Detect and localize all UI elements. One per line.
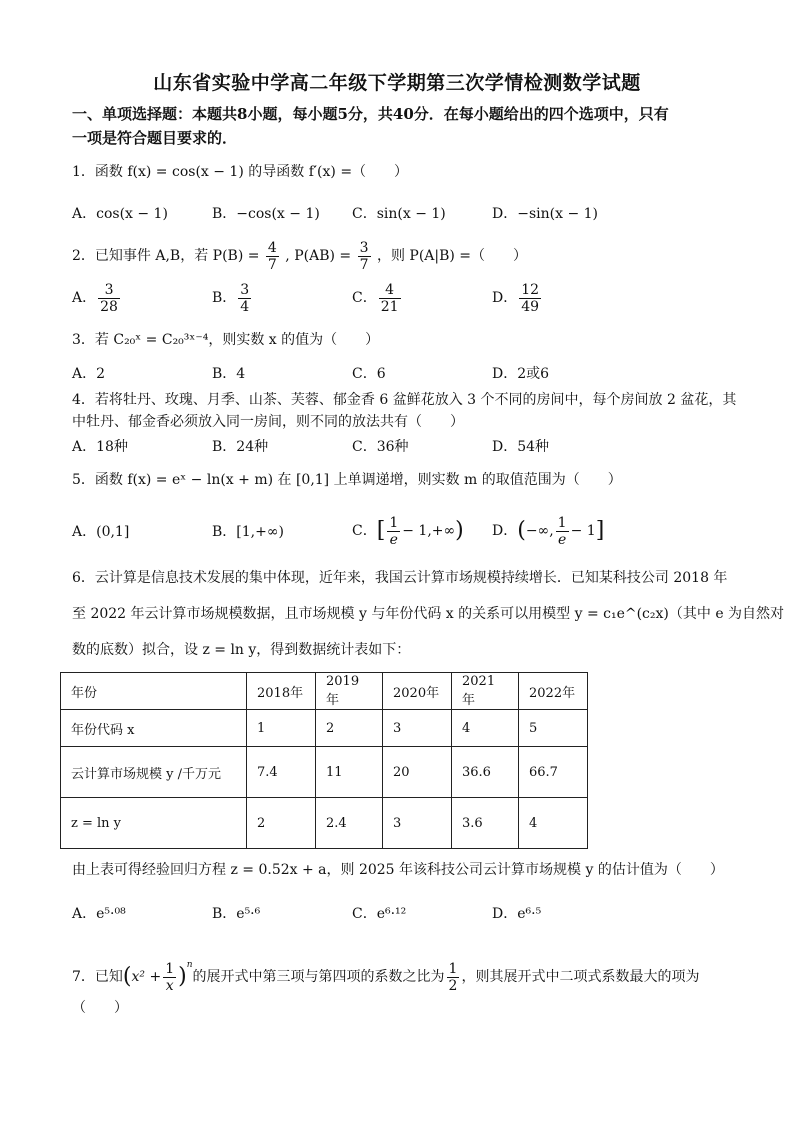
table-cell: 2.4 [316,798,383,849]
q7-lead: x² + [131,969,162,985]
q7-ratio-num: 1 [448,960,458,977]
q1-option-d: D．−sin(x − 1) [492,206,598,222]
q2-d-frac [519,282,541,315]
q2-d-label: D． [492,290,518,306]
table-cell: 1 [247,710,316,747]
table-cell: 4 [519,798,588,849]
q4-line1: 4．若将牡丹、玫瑰、月季、山茶、芙蓉、郁金香 6 盆鲜花放入 3 个不同的房间中，每个房间放 2 盆花，其 [72,392,737,408]
table-cell: 2020年 [383,673,452,710]
q7-answer-paren: （ ） [72,1000,128,1016]
q6-line1: 6．云计算是信息技术发展的集中体现，近年来，我国云计算市场规模持续增长．已知某科技公司 2018 年 [72,570,728,586]
q2-mid: , P(AB) = [285,248,352,264]
table-row [61,673,588,710]
q2-stem [72,236,732,276]
q2-c-den: 21 [380,298,399,315]
q5-d-den: e [557,531,567,548]
table-cell: 5 [519,710,588,747]
q4-option-b: B．24种 [212,439,269,455]
q6-line2: 至 2022 年云计算市场规模数据，且市场规模 y 与年份代码 x 的关系可以用模型 y = c₁e^(c₂x)（其中 e 为自然对 [72,606,785,622]
q2-c-label: C． [352,290,377,306]
q2-a-frac [98,282,120,315]
q7-paren-close: ) [178,964,187,989]
q6-option-a: A．e⁵·⁰⁸ [72,906,126,922]
q3-option-c: C．6 [352,366,386,382]
q7-stem [72,942,732,1000]
q5-c-paren-close: ) [455,518,464,543]
q6-option-c: C．e⁶·¹² [352,906,407,922]
table-cell: 2018年 [247,673,316,710]
table-cell: 年份 [61,673,247,710]
q5-c-post: − 1,+∞ [402,523,456,539]
q5-c-bracket-open: [ [376,518,386,543]
exam-title: 山东省实验中学高二年级下学期第三次学情检测数学试题 [153,72,641,94]
q2-a-den: 28 [100,298,118,315]
q7-frac-den: x [165,977,174,994]
q5-d-frac [556,515,569,548]
table-cell: 2021年 [452,673,519,710]
table-cell: 3 [383,798,452,849]
q7-ratio-frac [447,961,460,994]
table-cell: 3 [383,710,452,747]
q1-option-b: B．−cos(x − 1) [212,206,320,222]
table-cell: 云计算市场规模 y /千万元 [61,747,247,798]
q5-d-post: − 1 [570,523,596,539]
q3-stem: 3．若 C₂₀ˣ = C₂₀³ˣ⁻⁴，则实数 x 的值为（ ） [72,332,380,348]
q2-option-b [212,280,253,316]
q5-option-d [492,508,604,554]
table-cell: 2022年 [519,673,588,710]
section-heading-line2: 一项是符合题目要求的． [72,129,238,147]
q2-fraction-1 [266,240,279,273]
q2-f1-num: 4 [267,239,277,256]
q5-stem: 5．函数 f(x) = eˣ − ln(x + m) 在 [0,1] 上单调递增，则实数 m 的取值范围为（ ） [72,472,622,488]
q4-option-d: D．54种 [492,439,550,455]
q5-c-label: C． [352,523,377,539]
q2-b-frac [238,282,251,315]
table-cell: 66.7 [519,747,588,798]
section-heading-line1: 一、单项选择题：本题共8小题，每小题5分，共40分．在每小题给出的四个选项中，只有 [72,105,669,123]
q5-option-a: A．(0,1] [72,524,130,540]
q7-frac-num: 1 [165,960,175,977]
q3-option-a: A．2 [72,366,106,382]
q2-f2-num: 3 [359,239,369,256]
q2-f1-den: 7 [267,256,277,273]
table-cell: 36.6 [452,747,519,798]
q2-option-c [352,280,403,316]
table-cell: 7.4 [247,747,316,798]
q7-exponent: n [186,960,193,970]
q7-mid: 的展开式中第三项与第四项的系数之比为 [192,969,445,985]
table-row [61,747,588,798]
q1-option-a: A．cos(x − 1) [72,206,168,222]
q6-option-b: B．e⁵·⁶ [212,906,261,922]
q5-c-frac [387,515,400,548]
q5-d-num: 1 [557,514,567,531]
q2-c-frac [379,282,401,315]
q2-b-den: 4 [240,298,250,315]
q5-c-num: 1 [389,514,399,531]
table-cell: 2019年 [316,673,383,710]
q7-paren-open: ( [122,964,132,989]
table-cell: z = ln y [61,798,247,849]
q4-option-a: A．18种 [72,439,128,455]
q2-d-den: 49 [521,298,540,315]
table-cell: 年份代码 x [61,710,247,747]
q5-c-den: e [389,531,398,548]
q1-stem: 1．函数 f(x) = cos(x − 1) 的导函数 f′(x) =（ ） [72,164,409,180]
q2-a-label: A． [72,290,97,306]
q2-b-label: B． [212,290,237,306]
q3-option-b: B．4 [212,366,246,382]
table-cell: 3.6 [452,798,519,849]
q6-data-table [60,672,588,849]
q2-f2-den: 7 [359,256,369,273]
table-row [61,798,588,849]
q7-suffix: ，则其展开式中二项式系数最大的项为 [461,969,700,985]
q1-option-c: C．sin(x − 1) [352,206,446,222]
q6-after-table: 由上表可得经验回归方程 z = 0.52x + a，则 2025 年该科技公司云计算市场规模 y 的估计值为（ ） [72,862,724,878]
q5-d-bracket-close: ] [595,518,605,543]
q3-option-d: D．2或6 [492,366,550,382]
q5-d-label: D． [492,523,518,539]
q5-option-c [352,508,464,554]
q5-d-paren-open: ( [517,518,526,543]
q2-b-num: 3 [240,281,250,298]
q7-ratio-den: 2 [448,977,458,994]
q4-line2: 中牡丹、郁金香必须放入同一房间，则不同的放法共有（ ） [72,414,464,430]
q2-prefix: 2．已知事件 A,B，若 P(B) = [72,248,260,264]
table-cell: 4 [452,710,519,747]
table-cell: 11 [316,747,383,798]
q6-option-d: D．e⁶·⁵ [492,906,542,922]
q5-d-pre: −∞, [525,523,554,539]
q7-prefix: 7．已知 [72,969,123,985]
q2-c-num: 4 [379,282,401,299]
q5-option-b: B．[1,+∞) [212,524,284,540]
q2-a-num: 3 [98,282,120,299]
table-cell: 2 [247,798,316,849]
table-cell: 20 [383,747,452,798]
q6-line3: 数的底数）拟合，设 z = ln y，得到数据统计表如下： [72,642,411,658]
q2-suffix: ，则 P(A|B) =（ ） [376,248,528,264]
q7-frac [163,961,176,994]
q2-fraction-2 [358,240,371,273]
q2-d-num: 12 [521,281,540,298]
q4-option-c: C．36种 [352,439,409,455]
q2-option-d [492,280,543,316]
q2-option-a [72,280,122,316]
table-row [61,710,588,747]
table-cell: 2 [316,710,383,747]
